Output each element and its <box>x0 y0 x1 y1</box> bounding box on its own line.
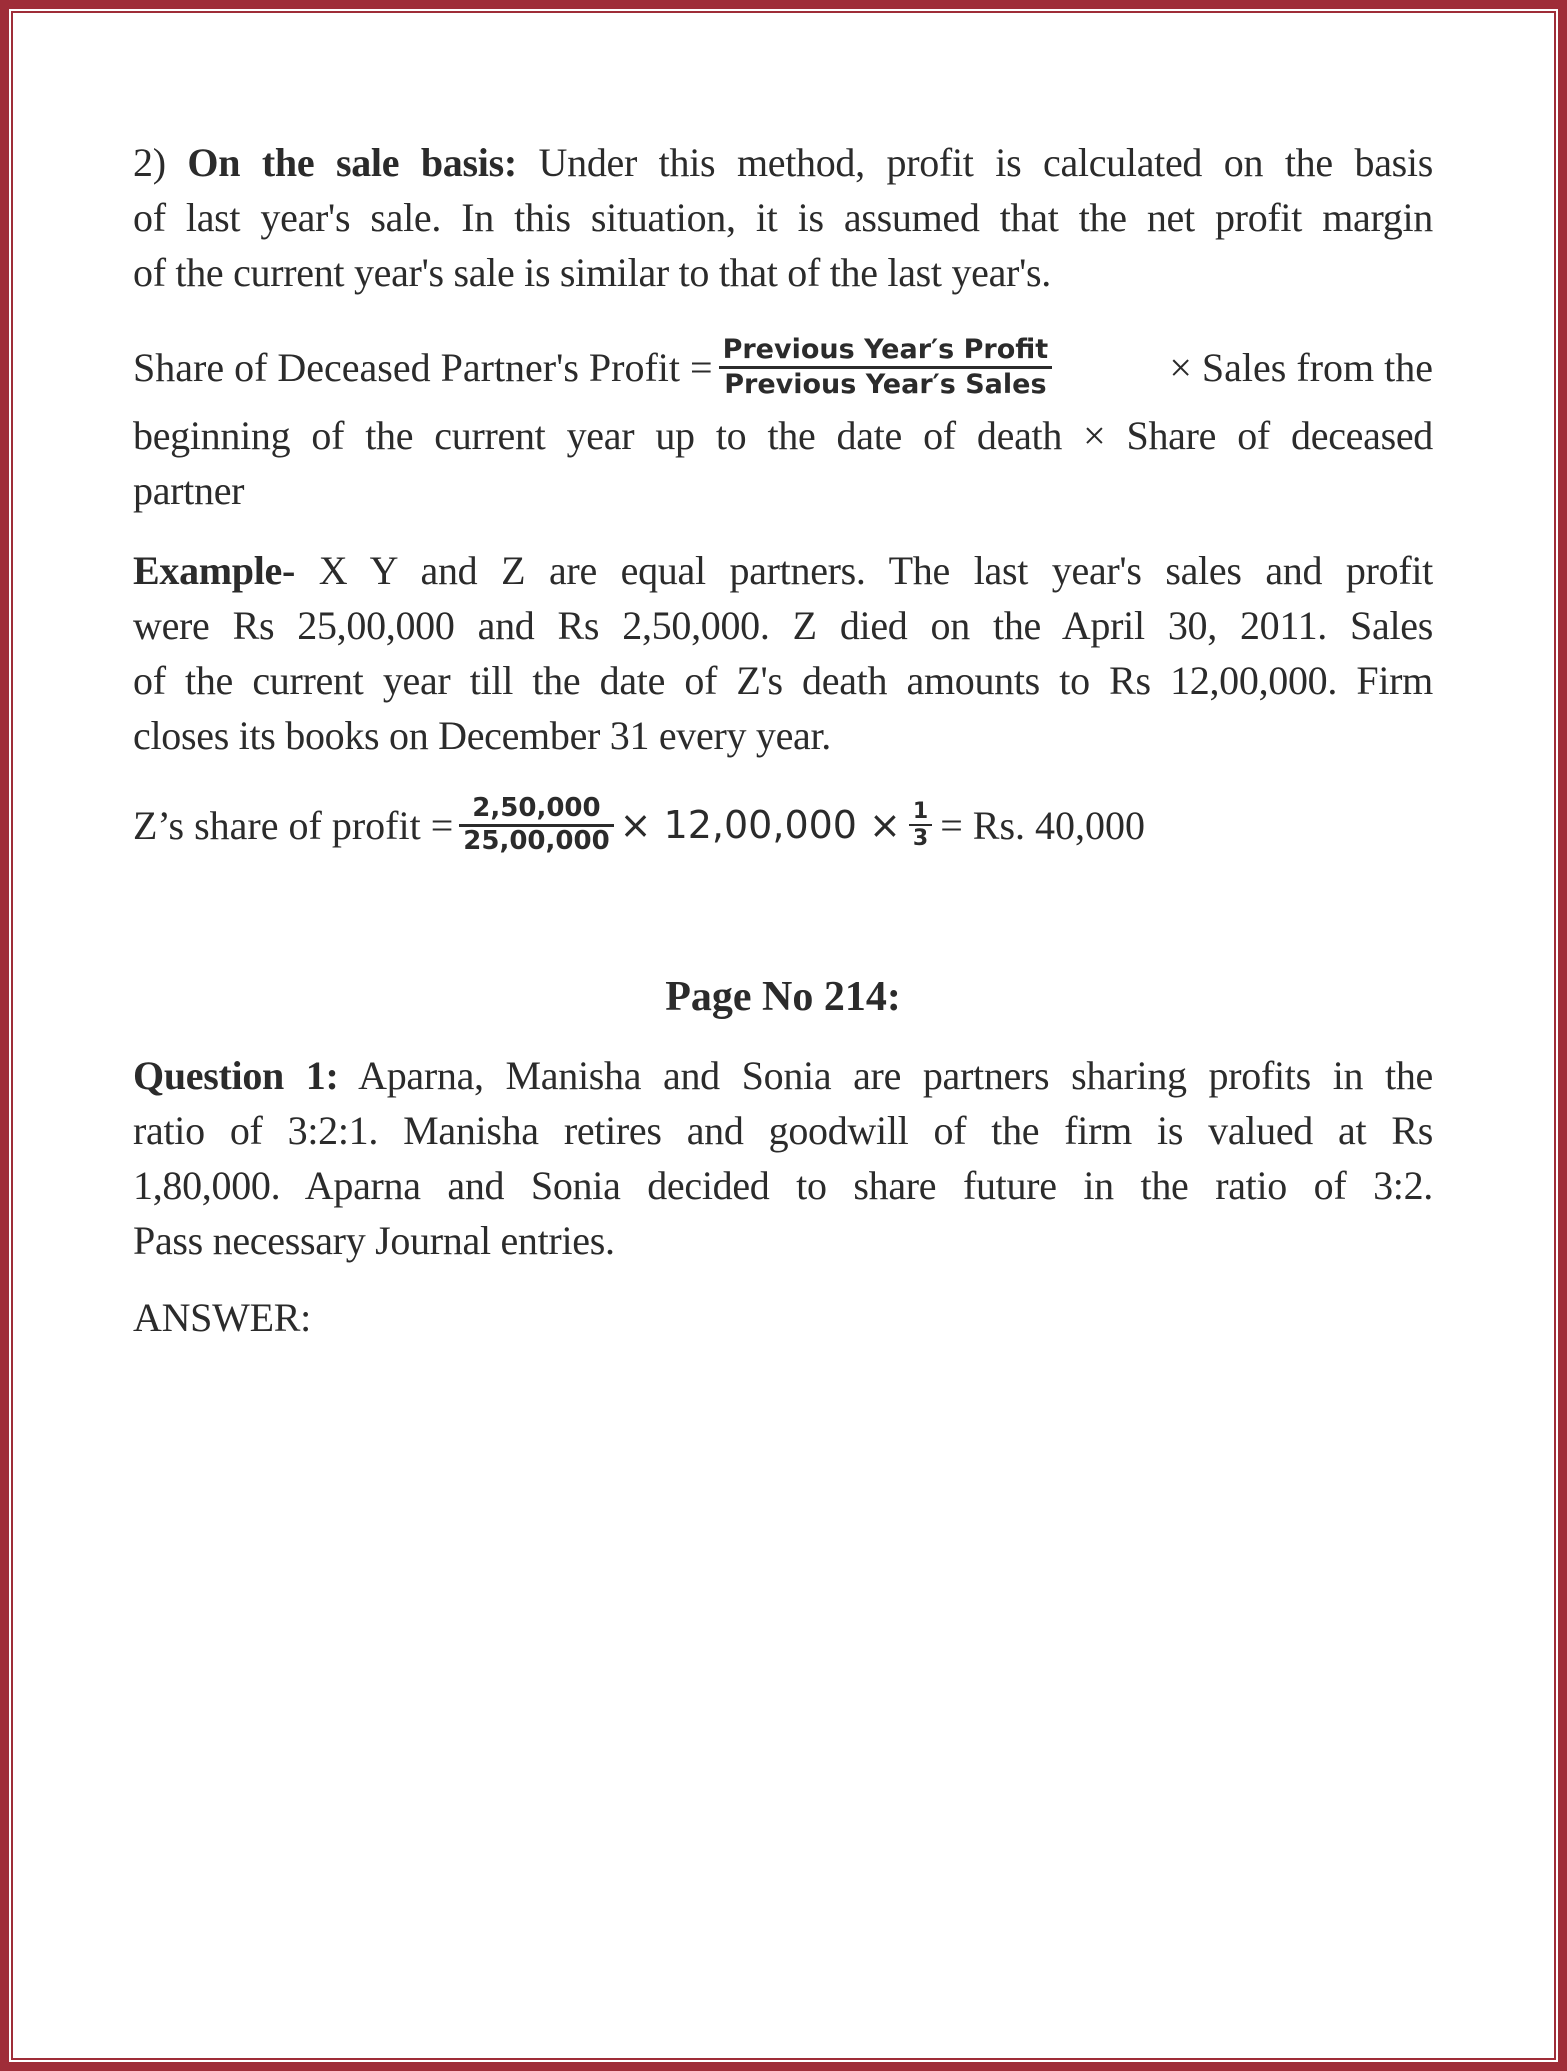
fraction-denominator: 3 <box>912 826 929 851</box>
profit-sales-fraction <box>719 334 1053 399</box>
fraction-numerator: Previous Year′s Profit <box>722 334 1049 366</box>
formula-lhs: Z’s share of profit = <box>133 802 454 848</box>
fraction-numerator: 1 <box>912 798 929 824</box>
profit-sales-fraction <box>459 794 613 857</box>
one-third-fraction <box>909 799 932 852</box>
z-share-formula <box>133 790 1433 860</box>
section-number: 2) <box>133 140 166 185</box>
fraction-denominator: 25,00,000 <box>463 825 610 856</box>
question-paragraph <box>133 1048 1433 1268</box>
fraction-numerator: 2,50,000 <box>472 792 601 823</box>
formula-middle: × 12,00,000 × <box>619 803 901 847</box>
sale-basis-paragraph <box>133 135 1433 300</box>
example-line: closes its books on December 31 every year. <box>133 713 831 758</box>
question-line: ratio of 3:2:1. Manisha retires and goodwill of the firm is valued at Rs <box>133 1108 1433 1153</box>
example-line: of the current year till the date of Z's death amounts to Rs 12,00,000. Firm <box>133 658 1433 703</box>
continuation-line: partner <box>133 468 245 513</box>
question-line: Aparna, Manisha and Sonia are partners sharing profits in the <box>338 1053 1433 1098</box>
formula-result: Rs. 40,000 <box>972 802 1146 848</box>
section-title: On the sale basis: <box>187 140 517 185</box>
example-line: were Rs 25,00,000 and Rs 2,50,000. Z died on the April 30, 2011. Sales <box>133 603 1433 648</box>
question-label: Question 1: <box>133 1053 339 1098</box>
example-paragraph <box>133 543 1433 763</box>
page-border-inner <box>11 11 1556 2060</box>
question-line: Pass necessary Journal entries. <box>133 1218 615 1263</box>
formula-lhs: Share of Deceased Partner's Profit = <box>133 344 713 390</box>
deceased-share-formula <box>133 332 1433 402</box>
fraction-denominator: Previous Year′s Sales <box>724 368 1047 400</box>
section-line: Under this method, profit is calculated on the basis <box>516 140 1434 185</box>
equals-sign: = <box>940 802 963 848</box>
formula-continuation <box>133 408 1433 518</box>
question-line: 1,80,000. Aparna and Sonia decided to share future in the ratio of 3:2. <box>133 1163 1433 1208</box>
continuation-line: beginning of the current year up to the date of death × Share of deceased <box>133 413 1433 458</box>
example-line: X Y and Z are equal partners. The last year's sales and profit <box>295 548 1433 593</box>
formula-rhs: × Sales from the <box>1169 344 1433 390</box>
example-label: Example- <box>133 548 296 593</box>
section-line: of last year's sale. In this situation, it is assumed that the net profit margin <box>133 195 1433 240</box>
page-number-heading: Page No 214: <box>665 974 901 1020</box>
answer-label: ANSWER: <box>133 1295 311 1340</box>
section-line: of the current year's sale is similar to that of the last year's. <box>133 250 1051 295</box>
